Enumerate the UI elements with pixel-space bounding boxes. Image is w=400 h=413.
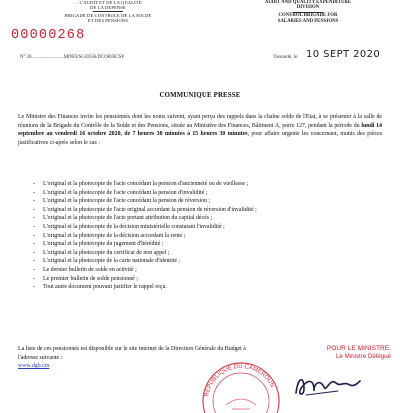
header-right xyxy=(258,0,358,24)
list-bullet: - xyxy=(33,206,35,213)
list-bullet: - xyxy=(33,198,35,205)
handwritten-signature xyxy=(292,369,362,399)
document-list-item xyxy=(33,275,363,284)
document-list-text: L'original et la photocopie de l'acte concédant la pension d'invalidité ; xyxy=(43,189,208,196)
document-list-text: Le premier bulletin de solde pensionné ; xyxy=(43,275,138,282)
reference-number: N° 20...........................MINFI/SG/DGB/DCOB/BCSP xyxy=(20,55,125,60)
document-list-text: L'original et la photocopie de la carte nationale d'identité ; xyxy=(43,258,181,265)
list-bullet: - xyxy=(33,232,35,239)
document-list-item xyxy=(33,180,363,189)
list-bullet: - xyxy=(33,266,35,273)
closing-line2: l'adresse suivante : xyxy=(18,354,63,361)
handwritten-date: 10 SEPT 2020 xyxy=(306,49,381,60)
list-bullet: - xyxy=(33,249,35,256)
body-text-start: Le Ministre des Finances invite les pensionnés dont les noms suivent, ayant perçu des rappels dans la chaîne solde de l'Etat, à se présenter à la salle de réunions de la Brigade du Contrôle de la Solde et des Pensions, située au Ministère des Finances, Bâtiment A, porte 127, pendant la période du xyxy=(18,114,382,129)
signatory-block xyxy=(309,345,391,361)
list-bullet: - xyxy=(33,284,35,291)
document-list-item xyxy=(33,206,363,215)
header-left xyxy=(52,0,164,23)
list-bullet: - xyxy=(33,215,35,222)
header-left-line3: BRIGADE DE CONTROLE DE LA SOLDE xyxy=(64,13,152,18)
document-list-text: L'original et la photocopie du jugement d'hérédité ; xyxy=(43,241,164,248)
document-list-text: L'original et la photocopie de l'acte portant attribution du capital décès ; xyxy=(43,215,213,222)
website-link[interactable]: www.dgb.cm xyxy=(18,363,50,370)
header-left-line2: DE LA DEPENSE xyxy=(90,5,126,11)
header-right-rule xyxy=(293,12,323,13)
required-documents-list xyxy=(33,180,363,292)
document-list-text: L'original et la photocopie de l'acte concédant la pension de réversion ; xyxy=(43,198,211,205)
signatory-line1: POUR LE MINISTRE, xyxy=(326,345,391,352)
body-text-end: , pour affaire urgente les concernant, munis des pièces justificatives ci-après selon le cas : xyxy=(18,131,382,146)
place-date-label: Yaoundé, le xyxy=(273,54,298,60)
list-bullet: - xyxy=(33,223,35,230)
document-list-item xyxy=(33,197,363,206)
header-left-rule xyxy=(93,11,123,12)
document-list-item xyxy=(33,257,363,266)
header-left-line1: ... L'AUDIT ET DE LA QUALITE xyxy=(74,0,142,5)
seal-text: REPUBLIQUE DU CAMEROUN xyxy=(204,363,275,398)
list-bullet: - xyxy=(33,275,35,282)
list-bullet: - xyxy=(33,189,35,196)
closing-line1: La liste de ces pensionnés est disponible sur le site internet de la Direction Générale du Budget à xyxy=(18,346,246,352)
document-list-item xyxy=(33,240,363,249)
header-right-line4: SALARIES AND PENSIONS xyxy=(277,18,339,24)
signatory-line2: Le Ministre Délégué xyxy=(335,353,391,360)
header-right-line2: DIVISION xyxy=(296,5,320,11)
document-list-text: L'original et la photocopie du certificat de non appel ; xyxy=(43,249,170,256)
document-list-text: L'original et la photocopie de l'acte concédant la pension d'ancienneté ou de vieillesse ; xyxy=(43,181,249,187)
document-list-item xyxy=(33,249,363,258)
document-list-text: L'original et la photocopie de la décision accordant la rente ; xyxy=(43,232,186,239)
document-list-text: L'original et la photocopie de l'acte original accordant la pension de réversion d'invalidité ; xyxy=(43,206,257,213)
official-seal-stamp xyxy=(196,353,286,413)
document-list-item xyxy=(33,223,363,232)
document-list-item xyxy=(33,232,363,241)
header-right-line3: CONTROL BRIGADE FOR xyxy=(278,13,338,19)
body-text-period: lundi 14 septembre au vendredi 16 octobre 2020, de 7 heures 30 minutes à 15 heures 30 minutes xyxy=(18,122,382,138)
list-bullet: - xyxy=(33,258,35,265)
document-list-text: Tout autre document pouvant justifier le rappel reçu. xyxy=(43,284,167,291)
document-list-item xyxy=(33,283,363,292)
body-paragraph xyxy=(18,113,382,147)
header-right-line1: AUDIT AND QUALITY EXPENDITURE xyxy=(264,0,352,5)
stamp-number: 00000268 xyxy=(11,28,86,43)
document-list-item xyxy=(33,266,363,275)
document-list-item xyxy=(33,189,363,198)
document-title: COMMUNIQUE PRESSE xyxy=(159,92,241,99)
document-list-text: Le dernier bulletin de solde en activité ; xyxy=(43,266,137,273)
list-bullet: - xyxy=(33,181,35,187)
svg-text:REPUBLIQUE DU CAMEROUN xyxy=(204,364,275,397)
document-list-text: L'original et la photocopie de la décision ministérielle constatant l'invalidité ; xyxy=(43,223,225,230)
list-bullet: - xyxy=(33,241,35,248)
document-list-item xyxy=(33,214,363,223)
header-left-line4: ET DES PENSIONS xyxy=(88,18,128,24)
